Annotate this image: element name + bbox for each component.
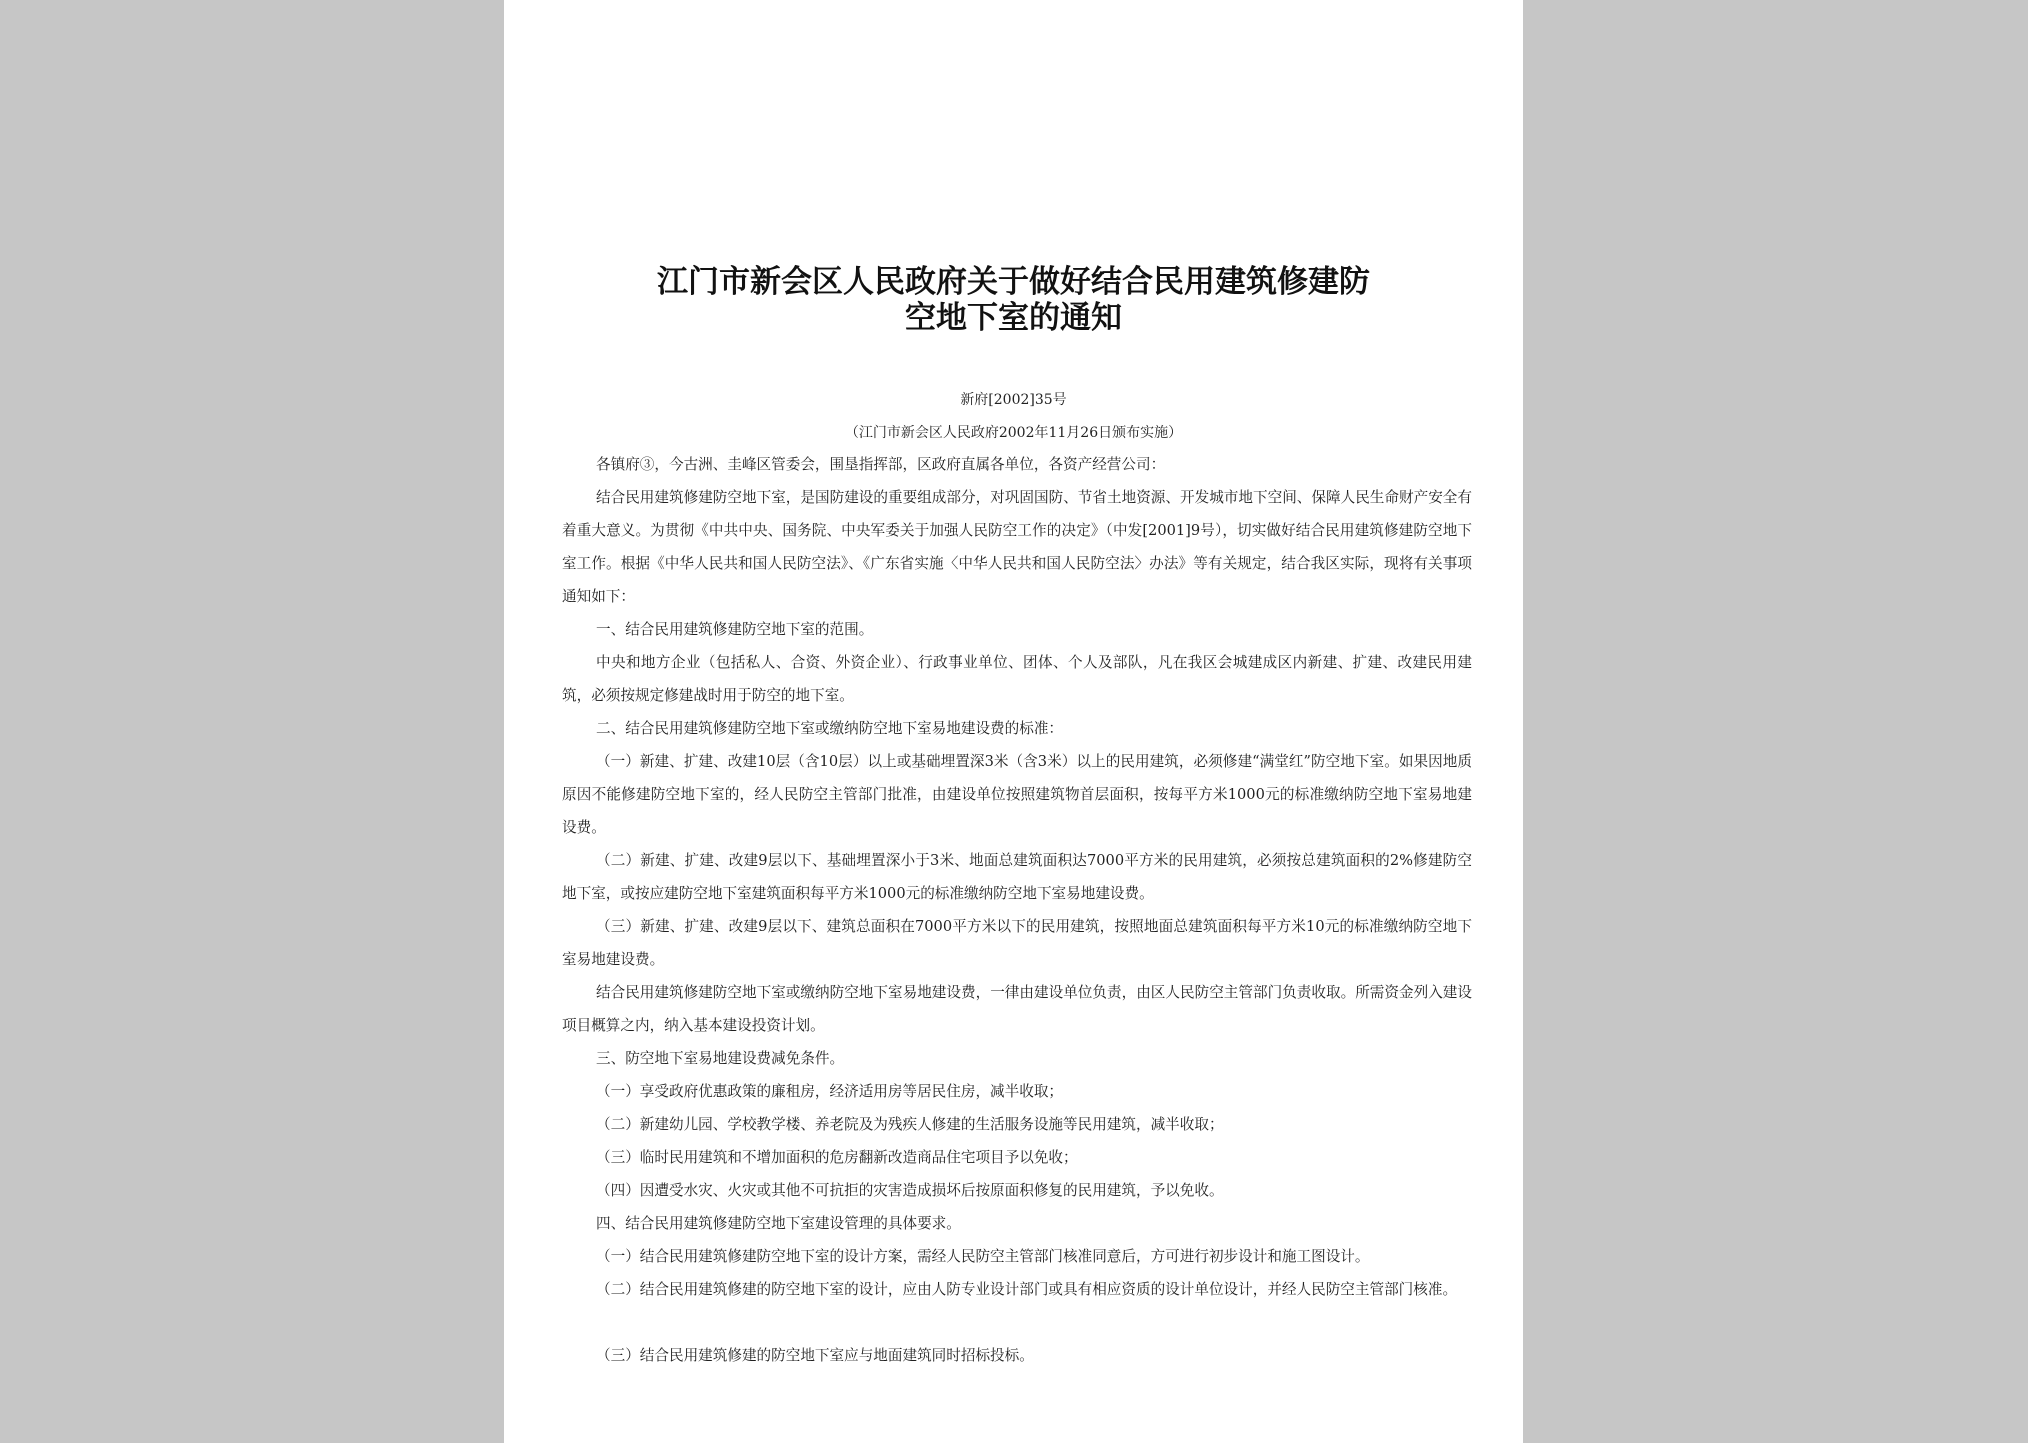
paragraph-section-2-item-1: （一）新建、扩建、改建10层（含10层）以上或基础埋置深3米（含3米）以上的民用建筑，必须修建“满堂红”防空地下室。如果因地质原因不能修建防空地下室的，经人民防空主管部门批准，由建设单位按照建筑物首层面积，按每平方米1000元的标准缴纳防空地下室易地建设费。	[562, 753, 1472, 836]
paragraph-section-4-heading: 四、结合民用建筑修建防空地下室建设管理的具体要求。	[596, 1215, 961, 1232]
paragraph-section-3-heading: 三、防空地下室易地建设费减免条件。	[596, 1050, 845, 1067]
document-title-line-2: 空地下室的通知	[905, 300, 1122, 336]
paragraph-section-3-item-4: （四）因遭受水灾、火灾或其他不可抗拒的灾害造成损坏后按原面积修复的民用建筑，予以免收。	[596, 1182, 1224, 1199]
paragraph-intro: 结合民用建筑修建防空地下室，是国防建设的重要组成部分，对巩固国防、节省土地资源、开发城市地下空间、保障人民生命财产安全有着重大意义。为贯彻《中共中央、国务院、中央军委关于加强人民防空工作的决定》（中发[2001]9号），切实做好结合民用建筑修建防空地下室工作。根据《中华人民共和国人民防空法》、《广东省实施〈中华人民共和国人民防空法〉办法》等有关规定，结合我区实际，现将有关事项通知如下：	[562, 489, 1472, 605]
paragraph-section-2-item-3: （三）新建、扩建、改建9层以下、建筑总面积在7000平方米以下的民用建筑，按照地面总建筑面积每平方米10元的标准缴纳防空地下室易地建设费。	[562, 918, 1472, 968]
paragraph-section-3-item-3: （三）临时民用建筑和不增加面积的危房翻新改造商品住宅项目予以免收；	[596, 1149, 1078, 1166]
paragraph-section-3-item-1: （一）享受政府优惠政策的廉租房，经济适用房等居民住房，减半收取；	[596, 1083, 1064, 1100]
paragraph-section-1-body: 中央和地方企业（包括私人、合资、外资企业）、行政事业单位、团体、个人及部队，凡在我区会城建成区内新建、扩建、改建民用建筑，必须按规定修建战时用于防空的地下室。	[562, 654, 1472, 704]
paragraph-section-2-note: 结合民用建筑修建防空地下室或缴纳防空地下室易地建设费，一律由建设单位负责，由区人民防空主管部门负责收取。所需资金列入建设项目概算之内，纳入基本建设投资计划。	[562, 984, 1472, 1034]
paragraph-addressees: 各镇府③，今古洲、圭峰区管委会，围垦指挥部，区政府直属各单位，各资产经营公司：	[596, 456, 1166, 473]
issue-note: （江门市新会区人民政府2002年11月26日颁布实施）	[844, 425, 1183, 441]
paragraph-section-3-item-2: （二）新建幼儿园、学校教学楼、养老院及为残疾人修建的生活服务设施等民用建筑，减半收取；	[596, 1116, 1224, 1133]
paragraph-section-4-item-2: （二）结合民用建筑修建的防空地下室的设计，应由人防专业设计部门或具有相应资质的设计单位设计，并经人民防空主管部门核准。	[596, 1281, 1458, 1298]
document-page	[504, 0, 1523, 1443]
document-title-line-1: 江门市新会区人民政府关于做好结合民用建筑修建防	[657, 264, 1370, 300]
paragraph-section-2-heading: 二、结合民用建筑修建防空地下室或缴纳防空地下室易地建设费的标准：	[596, 720, 1064, 737]
paragraph-section-2-item-2: （二）新建、扩建、改建9层以下、基础埋置深小于3米、地面总建筑面积达7000平方米的民用建筑，必须按总建筑面积的2%修建防空地下室，或按应建防空地下室建筑面积每平方米1000元的标准缴纳防空地下室易地建设费。	[562, 852, 1472, 902]
paragraph-section-4-item-3: （三）结合民用建筑修建的防空地下室应与地面建筑同时招标投标。	[596, 1347, 1034, 1364]
document-number: 新府[2002]35号	[960, 392, 1067, 408]
paragraph-section-4-item-1: （一）结合民用建筑修建防空地下室的设计方案，需经人民防空主管部门核准同意后，方可进行初步设计和施工图设计。	[596, 1248, 1370, 1265]
paragraph-section-1-heading: 一、结合民用建筑修建防空地下室的范围。	[596, 621, 874, 638]
